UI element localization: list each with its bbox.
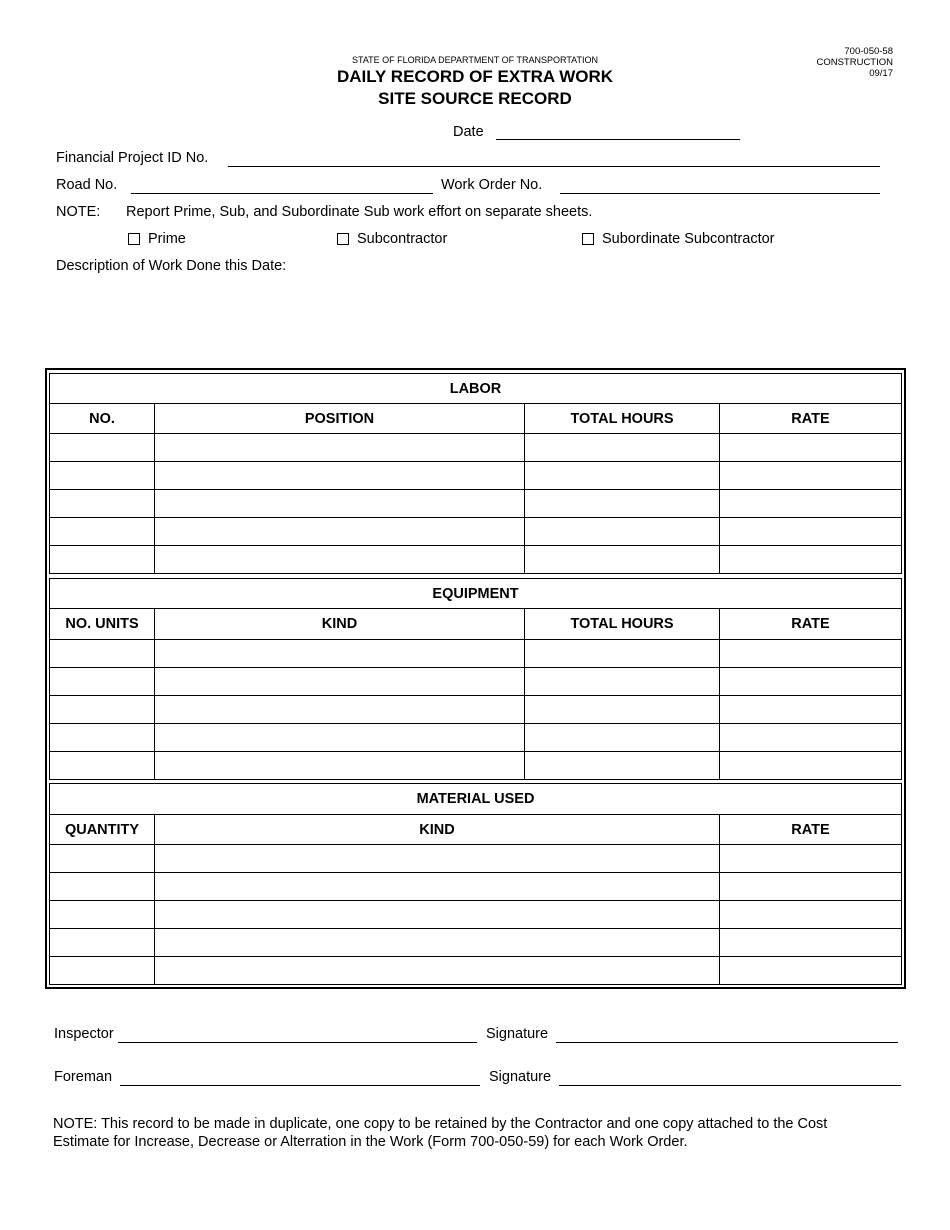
table-row	[50, 752, 902, 780]
labor-cell[interactable]	[155, 518, 525, 546]
table-row	[50, 696, 902, 724]
form-number-block	[816, 46, 893, 79]
equipment-cell[interactable]	[720, 668, 902, 696]
foreman-label: Foreman	[54, 1069, 113, 1085]
equipment-col-kind: KIND	[155, 609, 525, 640]
equipment-cell[interactable]	[720, 724, 902, 752]
prime-label: Prime	[148, 231, 186, 247]
inspector-field[interactable]	[118, 1042, 477, 1043]
table-row	[50, 901, 902, 929]
labor-title: LABOR	[50, 374, 902, 404]
equipment-col-units: NO. UNITS	[50, 609, 155, 640]
labor-cell[interactable]	[50, 518, 155, 546]
equipment-cell[interactable]	[50, 696, 155, 724]
material-title: MATERIAL USED	[50, 784, 902, 815]
subcontractor-checkbox[interactable]	[337, 233, 349, 245]
material-cell[interactable]	[720, 957, 902, 985]
equipment-cell[interactable]	[155, 724, 525, 752]
table-row	[50, 929, 902, 957]
equipment-table	[49, 578, 902, 780]
equipment-col-rate: RATE	[720, 609, 902, 640]
material-cell[interactable]	[155, 901, 720, 929]
description-label: Description of Work Done this Date:	[56, 258, 287, 274]
labor-table	[49, 373, 902, 574]
labor-cell[interactable]	[720, 462, 902, 490]
labor-cell[interactable]	[525, 462, 720, 490]
date-label: Date	[453, 124, 484, 140]
labor-cell[interactable]	[155, 462, 525, 490]
material-cell[interactable]	[720, 845, 902, 873]
foreman-signature-label: Signature	[489, 1069, 552, 1085]
date-field[interactable]	[496, 139, 740, 140]
equipment-cell[interactable]	[525, 724, 720, 752]
work-order-label: Work Order No.	[441, 177, 543, 193]
table-row	[50, 546, 902, 574]
labor-cell[interactable]	[155, 546, 525, 574]
material-cell[interactable]	[155, 957, 720, 985]
equipment-cell[interactable]	[155, 752, 525, 780]
equipment-cell[interactable]	[155, 668, 525, 696]
equipment-cell[interactable]	[50, 640, 155, 668]
labor-cell[interactable]	[50, 462, 155, 490]
table-row	[50, 434, 902, 462]
labor-cell[interactable]	[155, 490, 525, 518]
labor-cell[interactable]	[720, 518, 902, 546]
table-row	[50, 957, 902, 985]
material-cell[interactable]	[50, 901, 155, 929]
labor-cell[interactable]	[525, 518, 720, 546]
labor-col-no: NO.	[50, 404, 155, 434]
equipment-cell[interactable]	[50, 668, 155, 696]
inspector-signature-field[interactable]	[556, 1042, 898, 1043]
material-cell[interactable]	[720, 929, 902, 957]
subcontractor-label: Subcontractor	[357, 231, 448, 247]
equipment-cell[interactable]	[50, 724, 155, 752]
inspector-label: Inspector	[54, 1026, 114, 1042]
labor-cell[interactable]	[525, 546, 720, 574]
equipment-cell[interactable]	[155, 696, 525, 724]
financial-project-field[interactable]	[228, 166, 880, 167]
table-row	[50, 490, 902, 518]
labor-cell[interactable]	[50, 434, 155, 462]
financial-project-label: Financial Project ID No.	[56, 150, 209, 166]
material-col-quantity: QUANTITY	[50, 815, 155, 845]
material-table	[49, 783, 902, 985]
material-cell[interactable]	[50, 957, 155, 985]
agency-name: STATE OF FLORIDA DEPARTMENT OF TRANSPORTATION	[351, 55, 599, 65]
labor-col-position: POSITION	[155, 404, 525, 434]
note-label: NOTE:	[56, 204, 101, 220]
footer-note-line2: Estimate for Increase, Decrease or Alterration in the Work (Form 700-050-59) for each Work Order.	[53, 1134, 688, 1150]
subordinate-label: Subordinate Subcontractor	[602, 231, 775, 247]
material-cell[interactable]	[720, 901, 902, 929]
equipment-cell[interactable]	[525, 696, 720, 724]
road-field[interactable]	[131, 193, 433, 194]
equipment-cell[interactable]	[720, 696, 902, 724]
equipment-cell[interactable]	[525, 752, 720, 780]
table-row	[50, 462, 902, 490]
table-row	[50, 724, 902, 752]
foreman-signature-field[interactable]	[559, 1085, 901, 1086]
footer-note-line1: NOTE: This record to be made in duplicate, one copy to be retained by the Contractor and one copy attached to the Cost	[53, 1116, 828, 1132]
form-title: DAILY RECORD OF EXTRA WORK	[336, 67, 614, 86]
labor-cell[interactable]	[720, 546, 902, 574]
form-subtitle: SITE SOURCE RECORD	[378, 89, 572, 108]
material-col-rate: RATE	[720, 815, 902, 845]
material-col-kind: KIND	[155, 815, 720, 845]
material-cell[interactable]	[155, 873, 720, 901]
material-cell[interactable]	[50, 845, 155, 873]
labor-cell[interactable]	[155, 434, 525, 462]
labor-col-hours: TOTAL HOURS	[525, 404, 720, 434]
material-cell[interactable]	[155, 929, 720, 957]
labor-cell[interactable]	[720, 434, 902, 462]
table-row	[50, 518, 902, 546]
labor-col-rate: RATE	[720, 404, 902, 434]
table-row	[50, 873, 902, 901]
equipment-cell[interactable]	[525, 668, 720, 696]
equipment-title: EQUIPMENT	[50, 579, 902, 609]
road-label: Road No.	[56, 177, 118, 193]
form-revision: 09/17	[869, 68, 893, 79]
equipment-cell[interactable]	[720, 640, 902, 668]
form-category: CONSTRUCTION	[816, 57, 893, 68]
foreman-field[interactable]	[120, 1085, 480, 1086]
material-cell[interactable]	[720, 873, 902, 901]
labor-cell[interactable]	[50, 490, 155, 518]
subordinate-checkbox[interactable]	[582, 233, 594, 245]
material-cell[interactable]	[155, 845, 720, 873]
form-number: 700-050-58	[844, 46, 893, 57]
table-row	[50, 845, 902, 873]
equipment-cell[interactable]	[50, 752, 155, 780]
note-text: Report Prime, Sub, and Subordinate Sub work effort on separate sheets.	[126, 204, 593, 220]
equipment-cell[interactable]	[155, 640, 525, 668]
labor-cell[interactable]	[525, 434, 720, 462]
equipment-cell[interactable]	[720, 752, 902, 780]
labor-cell[interactable]	[50, 546, 155, 574]
table-row	[50, 640, 902, 668]
prime-checkbox[interactable]	[128, 233, 140, 245]
material-cell[interactable]	[50, 873, 155, 901]
equipment-cell[interactable]	[525, 640, 720, 668]
table-row	[50, 668, 902, 696]
material-cell[interactable]	[50, 929, 155, 957]
inspector-signature-label: Signature	[486, 1026, 549, 1042]
labor-cell[interactable]	[525, 490, 720, 518]
work-order-field[interactable]	[560, 193, 880, 194]
labor-cell[interactable]	[720, 490, 902, 518]
equipment-col-hours: TOTAL HOURS	[525, 609, 720, 640]
